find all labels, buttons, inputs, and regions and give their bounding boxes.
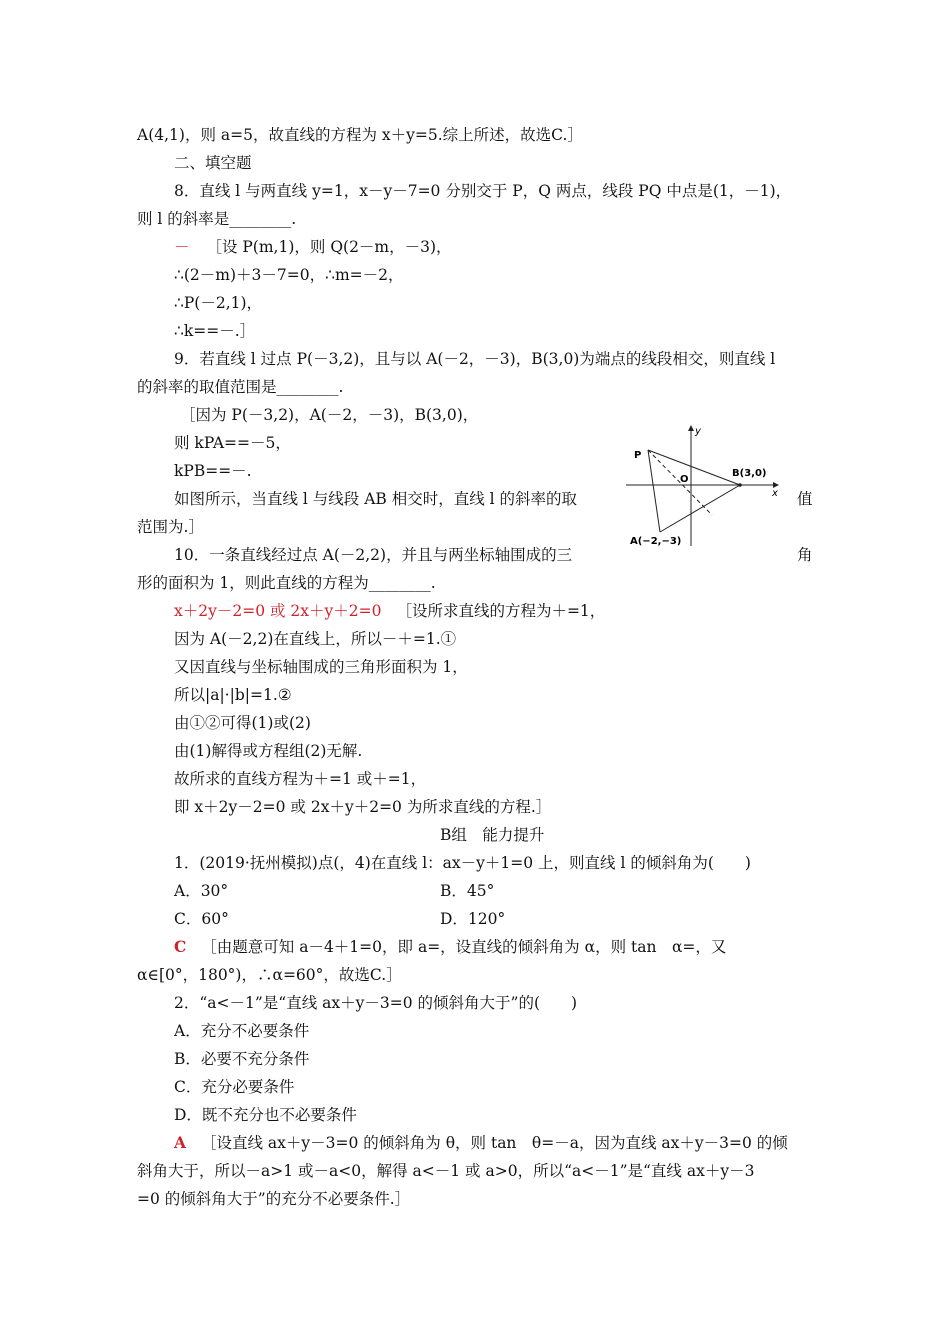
- section-heading: 二、填空题: [174, 154, 252, 172]
- line-pb: [648, 450, 740, 485]
- text-line: 如图所示，当直线 l 与线段 AB 相交时，直线 l 的斜率的取: [174, 490, 578, 508]
- answer-key: －: [174, 238, 190, 256]
- text-line: 又因直线与坐标轴围成的三角形面积为 1，: [174, 658, 468, 676]
- text-line: ∴P(－2,1)，: [174, 294, 263, 312]
- solution-text: ［由题意可知 a－4＋1=0，即 a=，设直线的倾斜角为 α，则 tan α=，又: [201, 938, 727, 956]
- answer-b1: [174, 937, 726, 957]
- question-9: 9．若直线 l 过点 P(－3,2)，且与以 A(－2，－3)，B(3,0)为端点的线段相交，则直线 l: [174, 350, 776, 368]
- question-8: 8．直线 l 与两直线 y=1，x－y－7=0 分别交于 P，Q 两点，线段 PQ 中点是(1，－1)，: [174, 182, 792, 200]
- question-b2: 2．“a<－1”是“直线 ax＋y－3=0 的倾斜角大于”的( ): [174, 994, 578, 1012]
- text-line: A(4,1)，则 a=5，故直线的方程为 x＋y=5.综上所述，故选C.］: [137, 126, 583, 144]
- question-b1: 1．(2019·抚州模拟)点(，4)在直线 l：ax－y＋1=0 上，则直线 l 的倾斜角为( ): [174, 854, 751, 872]
- option-b: B．45°: [440, 882, 495, 900]
- option-d: D．既不充分也不必要条件: [174, 1106, 357, 1124]
- text-line: =0 的倾斜角大于”的充分不必要条件.］: [137, 1190, 411, 1208]
- text-line: ∴(2－m)＋3－7=0，∴m=－2，: [174, 266, 404, 284]
- answer-key: x＋2y－2=0 或 2x＋y＋2=0: [174, 602, 382, 620]
- point-b: [738, 483, 742, 487]
- option-a: A．30°: [174, 882, 229, 900]
- text-line: 范围为.］: [137, 518, 204, 536]
- option-c: C．充分必要条件: [174, 1078, 295, 1096]
- text-line: 由(1)解得或方程组(2)无解.: [174, 742, 363, 760]
- solution-text: ［设所求直线的方程为＋=1，: [396, 602, 606, 620]
- answer-key: C: [174, 937, 187, 956]
- label-x: x: [772, 488, 778, 499]
- figure-svg: [622, 420, 790, 552]
- section-heading: B组 能力提升: [440, 826, 545, 844]
- label-a: A(−2,−3): [630, 536, 682, 547]
- label-o: O: [680, 474, 689, 485]
- text-line: ∴k==－.］: [174, 322, 256, 340]
- text-line: 由①②可得(1)或(2): [174, 714, 311, 732]
- text-line: 即 x＋2y－2=0 或 2x＋y＋2=0 为所求直线的方程.］: [174, 798, 552, 816]
- text-line: 则 l 的斜率是________.: [137, 210, 297, 228]
- segment-ab: [660, 485, 740, 532]
- wrapped-char: 值: [797, 490, 813, 508]
- label-b: B(3,0): [732, 468, 767, 479]
- option-b: B．必要不充分条件: [174, 1050, 310, 1068]
- solution-text: ［设 P(m,1)，则 Q(2－m，－3)，: [206, 238, 452, 256]
- line-pa: [648, 450, 660, 532]
- text-line: 斜角大于，所以－a>1 或－a<0，解得 a<－1 或 a>0，所以“a<－1”是“直线 ax＋y－3: [137, 1162, 755, 1180]
- wrapped-char: 角: [797, 546, 813, 564]
- coordinate-figure: [622, 420, 790, 552]
- option-c: C．60°: [174, 910, 229, 928]
- text-line: α∈[0°，180°)，∴α=60°，故选C.］: [137, 966, 402, 984]
- answer-8: [174, 237, 452, 257]
- answer-9: ［因为 P(－3,2)，A(－2，－3)，B(3,0)，: [180, 406, 479, 424]
- text-line: 故所求的直线方程为＋=1 或＋=1，: [174, 770, 427, 788]
- answer-b2: [174, 1133, 788, 1153]
- text-line: 则 kPA==－5，: [174, 434, 291, 452]
- text-line: 所以|a|·|b|=1.②: [174, 686, 292, 704]
- solution-text: ［设直线 ax＋y－3=0 的倾斜角为 θ，则 tan θ=－a，因为直线 ax＋y－3=0 的倾: [200, 1134, 788, 1152]
- answer-key: A: [174, 1133, 187, 1152]
- label-y: y: [695, 426, 701, 437]
- question-10: 10．一条直线经过点 A(－2,2)，并且与两坐标轴围成的三: [174, 546, 573, 564]
- option-d: D．120°: [440, 910, 506, 928]
- option-a: A．充分不必要条件: [174, 1022, 310, 1040]
- text-line: 的斜率的取值范围是________.: [137, 378, 344, 396]
- text-line: 形的面积为 1，则此直线的方程为________.: [137, 574, 436, 592]
- text-line: 因为 A(－2,2)在直线上，所以－＋=1.①: [174, 630, 457, 648]
- answer-10: [174, 601, 605, 621]
- text-line: kPB==－.: [174, 462, 252, 480]
- label-p: P: [634, 450, 642, 461]
